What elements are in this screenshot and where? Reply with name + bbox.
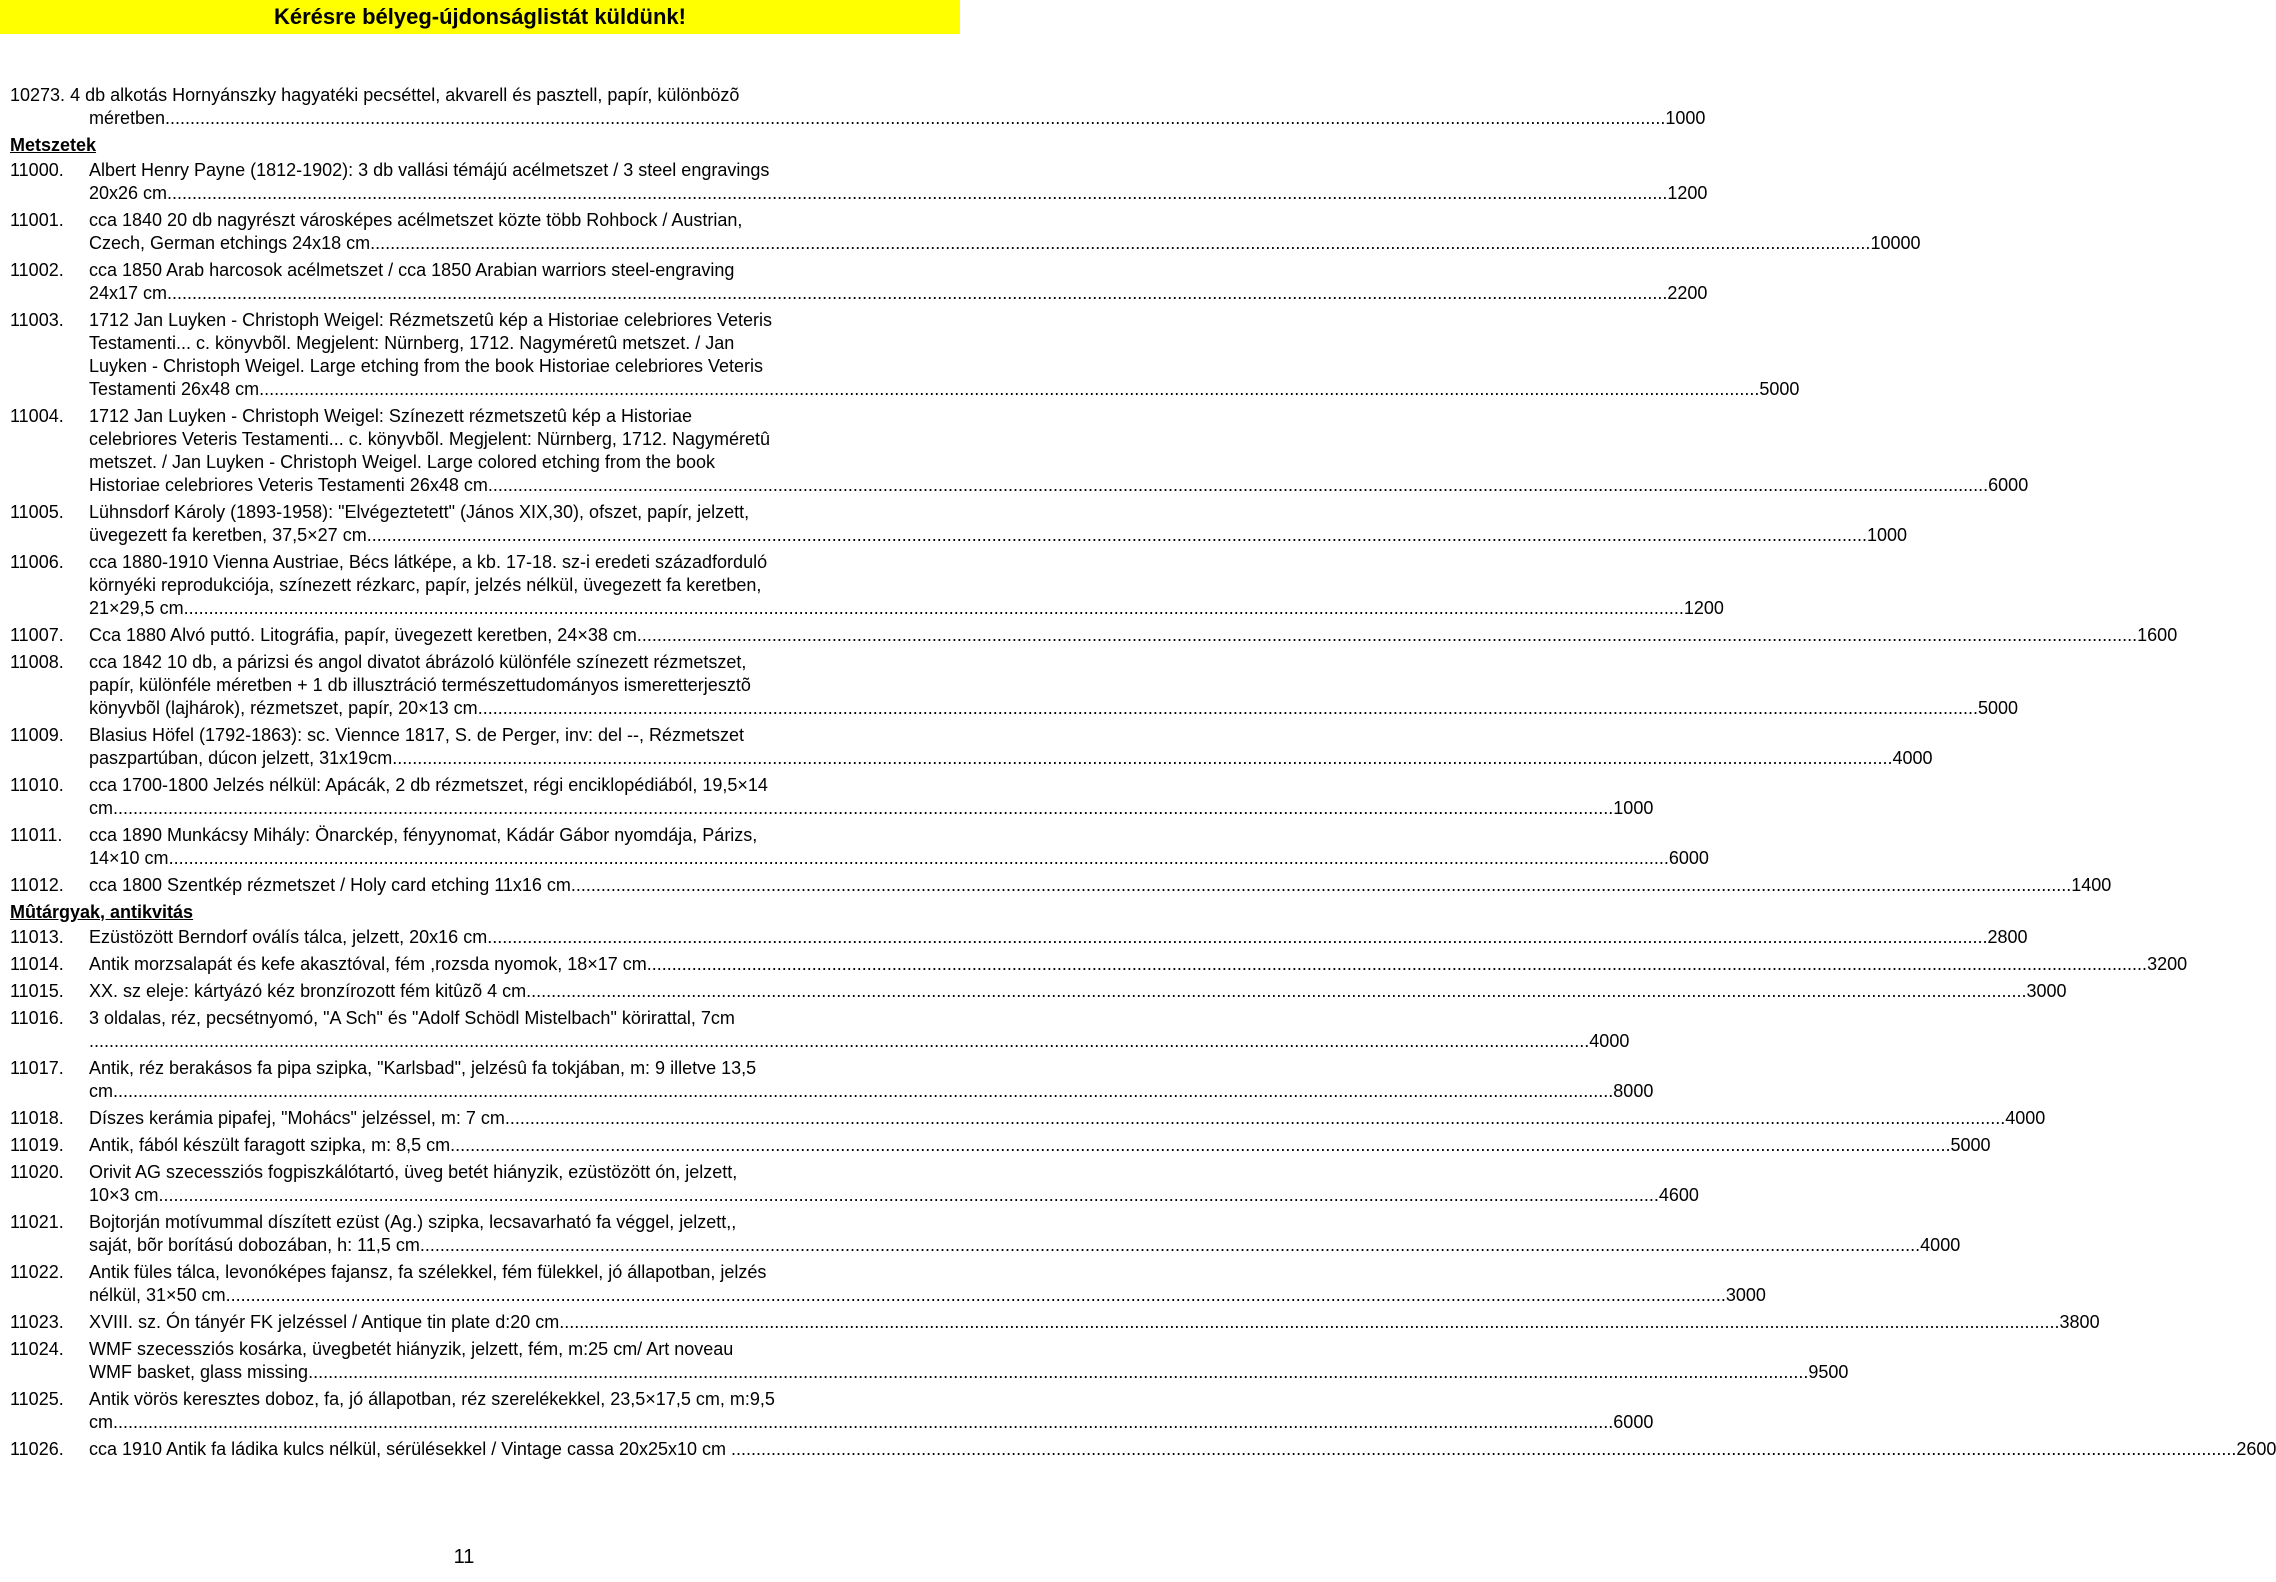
catalog-entry <box>10 1007 1630 1053</box>
entry-last-line <box>89 624 2178 647</box>
entry-line: cca 1850 Arab harcosok acélmetszet / cca 1850 Arabian warriors steel-engraving <box>89 260 735 280</box>
entry-last-line <box>89 1361 1849 1384</box>
entry-last-line <box>89 953 2188 976</box>
entry-price: 3000 <box>1725 1285 1766 1305</box>
section-heading: Metszetek <box>10 135 97 155</box>
entry-number: 11020. <box>10 1162 64 1182</box>
dot-leader: ............................................................................................................................................................................................................................................................................................................ <box>392 748 1893 768</box>
entry-price: 3200 <box>2147 954 2188 974</box>
dot-leader: ............................................................................................................................................................................................................................................................................................................ <box>646 954 2148 974</box>
catalog-entry <box>10 824 1709 870</box>
entry-number: 11015. <box>10 981 64 1001</box>
entry-text: cm <box>89 798 113 818</box>
entry-number: 11017. <box>10 1058 64 1078</box>
dot-leader: ............................................................................................................................................................................................................................................................................................................ <box>259 379 1760 399</box>
entry-text: 14×10 cm <box>89 848 169 868</box>
entry-text: cca 1910 Antik fa ládika kulcs nélkül, sérülésekkel / Vintage cassa 20x25x10 cm . <box>89 1439 737 1459</box>
entry-line: cca 1890 Munkácsy Mihály: Önarckép, fényynomat, Kádár Gábor nyomdája, Párizs, <box>89 825 758 845</box>
entry-number: 11002. <box>10 260 64 280</box>
dot-leader: ............................................................................................................................................................................................................................................................................................................ <box>370 233 1871 253</box>
entry-last-line <box>89 1030 1630 1053</box>
catalog-entry <box>10 501 1908 547</box>
dot-leader: ............................................................................................................................................................................................................................................................................................................ <box>559 1312 2060 1332</box>
entry-price: 5000 <box>1759 379 1800 399</box>
entry-price: 1000 <box>1866 525 1908 545</box>
entry-text: 21×29,5 cm <box>89 598 184 618</box>
catalog-entry <box>10 1311 2100 1334</box>
entry-number: 11009. <box>10 725 64 745</box>
entry-text: 24x17 cm <box>89 283 168 303</box>
entry-last-line <box>89 597 1724 620</box>
catalog-entry <box>10 980 2067 1003</box>
banner: Kérésre bélyeg-újdonságlistát küldünk! <box>0 0 960 34</box>
dot-leader: ............................................................................................................................................................................................................................................................................................................ <box>113 1412 1614 1432</box>
dot-leader: ............................................................................................................................................................................................................................................................................................................ <box>570 875 2072 895</box>
entry-number: 11014. <box>10 954 64 974</box>
catalog-entry <box>10 1338 1849 1384</box>
entry-line: Bojtorján motívummal díszített ezüst (Ag.) szipka, lecsavarható fa véggel, jelzett,, <box>89 1212 737 1232</box>
entry-text: 10×3 cm <box>89 1185 159 1205</box>
entry-price: 2800 <box>1987 927 2028 947</box>
entry-number: 11012. <box>10 875 64 895</box>
entry-number: 11024. <box>10 1339 64 1359</box>
entry-text: cm <box>89 1412 113 1432</box>
entry-price: 6000 <box>1988 475 2029 495</box>
dot-leader: ............................................................................................................................................................................................................................................................................................................ <box>487 927 1988 947</box>
entry-price: 1000 <box>1665 108 1706 128</box>
entry-line: Orivit AG szecessziós fogpiszkálótartó, üveg betét hiányzik, ezüstözött ón, jelzett, <box>89 1162 738 1182</box>
entry-line: Antik, réz berakásos fa pipa szipka, "Karlsbad", jelzésû fa tokjában, m: 9 illetve 13,5 <box>89 1058 757 1078</box>
entry-line: Antik füles tálca, levonóképes fajansz, fa szélekkel, fém fülekkel, jó állapotban, jelzés <box>89 1262 767 1282</box>
entry-line: 1712 Jan Luyken - Christoph Weigel: Rézmetszetû kép a Historiae celebriores Veteris <box>89 310 773 330</box>
entry-price: 4000 <box>2005 1108 2046 1128</box>
entry-line: WMF szecessziós kosárka, üvegbetét hiányzik, jelzett, fém, m:25 cm/ Art noveau <box>89 1339 734 1359</box>
entry-number: 11019. <box>10 1135 64 1155</box>
entry-last-line <box>89 182 1708 205</box>
entry-price: 6000 <box>1613 1412 1654 1432</box>
entry-number: 11001. <box>10 210 64 230</box>
dot-leader: ............................................................................................................................................................................................................................................................................................................ <box>477 698 1978 718</box>
entry-number: 11007. <box>10 625 64 645</box>
dot-leader: ............................................................................................................................................................................................................................................................................................................ <box>89 1031 1590 1051</box>
catalog-entry <box>10 651 2019 720</box>
entry-text: 20x26 cm <box>89 183 168 203</box>
entry-number: 11004. <box>10 406 64 426</box>
entry-price: 4000 <box>1920 1235 1961 1255</box>
entry-text: cca 1800 Szentkép rézmetszet / Holy card etching 11x16 cm <box>89 875 571 895</box>
entry-price: 1400 <box>2071 875 2112 895</box>
entry-number: 11013. <box>10 927 64 947</box>
dot-leader: ............................................................................................................................................................................................................................................................................................................ <box>113 1081 1614 1101</box>
dot-leader: ............................................................................................................................................................................................................................................................................................................ <box>419 1235 1921 1255</box>
dot-leader: ............................................................................................................................................................................................................................................................................................................ <box>736 1439 2237 1459</box>
dot-leader: ............................................................................................................................................................................................................................................................................................................ <box>450 1135 1951 1155</box>
entry-last-line <box>89 1438 2276 1461</box>
entry-text: WMF basket, glass missing <box>89 1362 309 1382</box>
entry-last-line <box>89 847 1709 870</box>
dot-leader: ............................................................................................................................................................................................................................................................................................................ <box>225 1285 1726 1305</box>
entry-last-line <box>89 874 2112 897</box>
entry-text: Antik, fából készült faragott szipka, m: 8,5 cm <box>89 1135 451 1155</box>
entry-line: cca 1842 10 db, a párizsi és angol divatot ábrázoló különféle színezett rézmetszet, <box>89 652 747 672</box>
entry-text: paszpartúban, dúcon jelzett, 31x19cm <box>89 748 393 768</box>
entry-number: 11025. <box>10 1389 64 1409</box>
catalog-entry <box>10 551 1724 620</box>
dot-leader: ............................................................................................................................................................................................................................................................................................................ <box>487 475 1989 495</box>
catalog-entry <box>10 1388 1654 1434</box>
entry-price: 4000 <box>1892 748 1933 768</box>
entry-line: Testamenti... c. könyvbõl. Megjelent: Nürnberg, 1712. Nagyméretû metszet. / Jan <box>89 333 735 353</box>
entry-number: 11010. <box>10 775 64 795</box>
entry-last-line <box>89 1080 1654 1103</box>
entry-text: Historiae celebriores Veteris Testamenti 26x48 cm <box>89 475 488 495</box>
page-number: 11 <box>453 1546 475 1568</box>
catalog-entry <box>10 309 1800 401</box>
entry-line: Blasius Höfel (1792-1863): sc. Viennce 1817, S. de Perger, inv: del --, Rézmetszet <box>89 725 745 745</box>
catalog-entry <box>10 84 1706 130</box>
entry-price: 8000 <box>1613 1081 1654 1101</box>
catalog-content <box>10 84 2276 1465</box>
entry-last-line <box>89 697 2019 720</box>
entry-text: Testamenti 26x48 cm <box>89 379 260 399</box>
entry-text: méretben <box>89 108 166 128</box>
catalog-entry <box>10 1161 1699 1207</box>
catalog-entry <box>10 259 1708 305</box>
entry-last-line <box>89 1284 1766 1307</box>
entry-text: XX. sz eleje: kártyázó kéz bronzírozott fém kitûzõ 4 cm <box>89 981 527 1001</box>
catalog-entry <box>10 774 1654 820</box>
dot-leader: ............................................................................................................................................................................................................................................................................................................ <box>366 525 1867 545</box>
entry-last-line <box>89 1411 1654 1434</box>
entry-last-line <box>89 282 1708 305</box>
entry-text: könyvbõl (lajhárok), rézmetszet, papír, 20×13 cm <box>89 698 478 718</box>
entry-number: 11008. <box>10 652 64 672</box>
catalog-entry <box>10 209 1921 255</box>
entry-line: celebriores Veteris Testamenti... c. könyvbõl. Megjelent: Nürnberg, 1712. Nagyméretû <box>89 429 771 449</box>
entry-price: 5000 <box>1950 1135 1991 1155</box>
dot-leader: ............................................................................................................................................................................................................................................................................................................ <box>168 848 1669 868</box>
entry-price: 4600 <box>1658 1185 1699 1205</box>
entry-number: 11018. <box>10 1108 64 1128</box>
entry-number: 11005. <box>10 502 64 522</box>
entry-text: Antik morzsalapát és kefe akasztóval, fém ,rozsda nyomok, 18×17 cm <box>89 954 647 974</box>
entry-line: környéki reprodukciója, színezett rézkarc, papír, jelzés nélkül, üvegezett fa keretben, <box>89 575 762 595</box>
entry-number: 11003. <box>10 310 64 330</box>
section-heading: Mûtárgyak, antikvitás <box>10 902 194 922</box>
entry-last-line <box>89 378 1800 401</box>
entry-price: 2200 <box>1667 283 1708 303</box>
entry-line: 3 oldalas, réz, pecsétnyomó, "A Sch" és "Adolf Schödl Mistelbach" körirattal, 7cm <box>89 1008 735 1028</box>
entry-line: cca 1880-1910 Vienna Austriae, Bécs látképe, a kb. 17-18. sz-i eredeti századforduló <box>89 552 768 572</box>
catalog-entry <box>10 624 2178 647</box>
entry-line <box>10 84 928 107</box>
entry-line: Luyken - Christoph Weigel. Large etching from the book Historiae celebriores Veteris <box>89 356 764 376</box>
entry-price: 4000 <box>1589 1031 1630 1051</box>
entry-price: 1600 <box>2137 625 2178 645</box>
dot-leader: ............................................................................................................................................................................................................................................................................................................ <box>636 625 2138 645</box>
entry-price: 6000 <box>1668 848 1709 868</box>
entry-last-line <box>89 474 2029 497</box>
entry-price: 9500 <box>1808 1362 1849 1382</box>
catalog-entry <box>10 1057 1654 1103</box>
dot-leader: ............................................................................................................................................................................................................................................................................................................ <box>167 283 1668 303</box>
entry-number: 11016. <box>10 1008 64 1028</box>
entry-line: cca 1840 20 db nagyrészt városképes acélmetszet közte több Rohbock / Austrian, <box>89 210 743 230</box>
entry-line: papír, különféle méretben + 1 db illusztráció természettudományos ismeretterjesztõ <box>89 675 751 695</box>
entry-last-line <box>89 926 2028 949</box>
dot-leader: ............................................................................................................................................................................................................................................................................................................ <box>308 1362 1809 1382</box>
dot-leader: ............................................................................................................................................................................................................................................................................................................ <box>183 598 1684 618</box>
entry-last-line <box>89 1107 2046 1130</box>
entry-number: 11011. <box>10 825 63 845</box>
entry-price: 1200 <box>1683 598 1724 618</box>
entry-number: 11022. <box>10 1262 64 1282</box>
dot-leader: ............................................................................................................................................................................................................................................................................................................ <box>165 108 1666 128</box>
entry-number: 11021. <box>10 1212 64 1232</box>
entry-last-line <box>89 1234 1961 1257</box>
catalog-entry <box>10 953 2188 976</box>
entry-last-line <box>89 980 2067 1003</box>
entry-text: Czech, German etchings 24x18 cm <box>89 233 371 253</box>
catalog-entry <box>10 926 2028 949</box>
entry-line: metszet. / Jan Luyken - Christoph Weigel. Large colored etching from the book <box>89 452 715 472</box>
entry-text: saját, bõr borítású dobozában, h: 11,5 cm <box>89 1235 420 1255</box>
catalog-entry <box>10 1107 2046 1130</box>
entry-last-line <box>89 1184 1699 1207</box>
catalog-entry <box>10 159 1708 205</box>
entry-last-line <box>89 797 1654 820</box>
entry-text: Cca 1880 Alvó puttó. Litográfia, papír, üvegezett keretben, 24×38 cm <box>89 625 637 645</box>
entry-number: 11023. <box>10 1312 64 1332</box>
entry-price: 10000 <box>1870 233 1921 253</box>
entry-price: 3800 <box>2059 1312 2100 1332</box>
dot-leader: ............................................................................................................................................................................................................................................................................................................ <box>113 798 1614 818</box>
entry-number: 11026. <box>10 1439 64 1459</box>
catalog-entry <box>10 1134 1991 1157</box>
catalog-entry <box>10 405 2029 497</box>
dot-leader: ............................................................................................................................................................................................................................................................................................................ <box>167 183 1668 203</box>
catalog-entry <box>10 1261 1766 1307</box>
entry-number: 11006. <box>10 552 64 572</box>
entry-text: cm <box>89 1081 113 1101</box>
dot-leader: ............................................................................................................................................................................................................................................................................................................ <box>526 981 2027 1001</box>
entry-line: Lühnsdorf Károly (1893-1958): "Elvégeztetett" (János XIX,30), ofszet, papír, jelzett, <box>89 502 750 522</box>
entry-last-line <box>89 524 1908 547</box>
entry-text: 4 db alkotás Hornyánszky hagyatéki pecséttel, akvarell és pasztell, papír, különbözõ <box>70 85 740 105</box>
catalog-entry <box>10 724 1933 770</box>
entry-text: nélkül, 31×50 cm <box>89 1285 226 1305</box>
entry-price: 1200 <box>1667 183 1708 203</box>
entry-line: cca 1700-1800 Jelzés nélkül: Apácák, 2 db rézmetszet, régi enciklopédiából, 19,5×14 <box>89 775 768 795</box>
entry-line: Antik vörös keresztes doboz, fa, jó állapotban, réz szerelékekkel, 23,5×17,5 cm, m:9,5 <box>89 1389 775 1409</box>
entry-last-line <box>89 232 1921 255</box>
entry-price: 3000 <box>2026 981 2067 1001</box>
catalog-entry <box>10 1211 1961 1257</box>
entry-last-line <box>10 107 1706 130</box>
entry-price: 2600 <box>2236 1439 2276 1459</box>
entry-price: 1000 <box>1613 798 1654 818</box>
dot-leader: ............................................................................................................................................................................................................................................................................................................ <box>504 1108 2006 1128</box>
entry-last-line <box>89 747 1933 770</box>
entry-last-line <box>89 1134 1991 1157</box>
catalog-entry <box>10 874 2112 897</box>
entry-text: Ezüstözött Berndorf oválís tálca, jelzett, 20x16 cm <box>89 927 488 947</box>
dot-leader: ............................................................................................................................................................................................................................................................................................................ <box>158 1185 1659 1205</box>
entry-number: 10273. <box>10 85 71 105</box>
entry-price: 5000 <box>1977 698 2019 718</box>
entry-last-line <box>89 1311 2100 1334</box>
entry-text: üvegezett fa keretben, 37,5×27 cm <box>89 525 367 545</box>
entry-text: XVIII. sz. Ón tányér FK jelzéssel / Antique tin plate d:20 cm <box>89 1312 560 1332</box>
entry-line: Albert Henry Payne (1812-1902): 3 db vallási témájú acélmetszet / 3 steel engravings <box>89 160 770 180</box>
catalog-entry <box>10 1438 2276 1461</box>
entry-text: Díszes kerámia pipafej, "Mohács" jelzéssel, m: 7 cm <box>89 1108 505 1128</box>
entry-line: 1712 Jan Luyken - Christoph Weigel: Színezett rézmetszetû kép a Historiae <box>89 406 692 426</box>
entry-number: 11000. <box>10 160 64 180</box>
